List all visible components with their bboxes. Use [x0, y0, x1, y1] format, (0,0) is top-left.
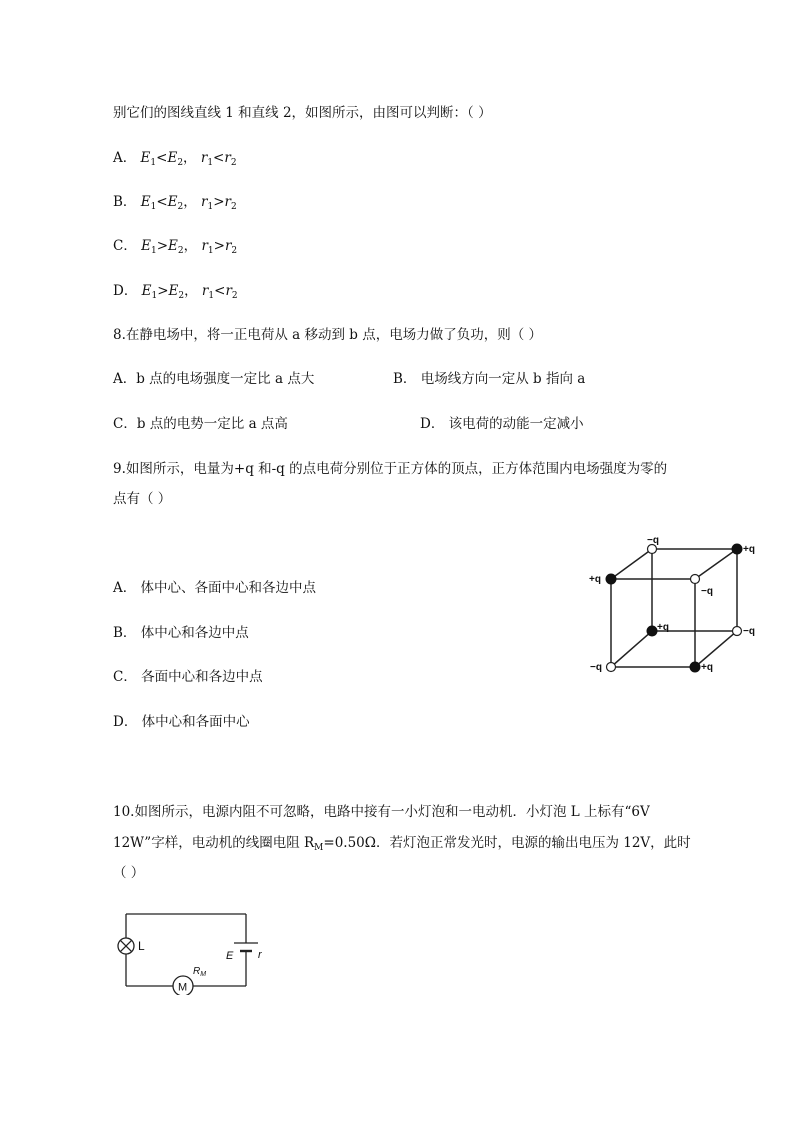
- svg-text:M: M: [178, 981, 188, 994]
- motor-r-label: $R_M$: [193, 966, 207, 978]
- battery-icon: [234, 943, 258, 951]
- q7-option-a[interactable]: A． $E_1<E_2$， $r_1<r_2$: [113, 150, 237, 168]
- label-back-top-right: +q: [743, 544, 755, 555]
- charge-front-bottom-left: [607, 663, 616, 672]
- charge-back-bottom-right: [733, 627, 742, 636]
- lamp-label: L: [138, 939, 145, 953]
- label-back-bottom-left: +q: [657, 622, 669, 633]
- q10-stem-line1: 10.如图所示，电源内阻不可忽略，电路中接有一小灯泡和一电动机．小灯泡 L 上标有“6V: [113, 804, 650, 820]
- q9-option-d[interactable]: D． 体中心和各面中心: [113, 714, 250, 730]
- label-back-bottom-right: −q: [743, 626, 755, 637]
- q10-stem-line3: （ ）: [113, 865, 145, 881]
- emf-label: E: [226, 950, 234, 962]
- q9-stem-line2: 点有（ ）: [113, 491, 172, 507]
- option-letter: B．: [113, 194, 137, 210]
- option-letter: C．: [113, 238, 137, 254]
- label-front-bottom-right: +q: [701, 662, 713, 673]
- q10-stem-line2: 12W”字样，电动机的线圈电阻 $R_M=0.50\Omega$．若灯泡正常发光时，电源的输出电压为 12V，此时: [113, 835, 691, 853]
- label-front-bottom-left: −q: [590, 662, 602, 673]
- option-letter: A．: [113, 150, 137, 166]
- q8-option-b[interactable]: B． 电场线方向一定从 b 指向 a: [393, 371, 586, 387]
- lamp-icon: [118, 938, 134, 954]
- q7-stem: 别它们的图线直线 1 和直线 2，如图所示，由图可以判断：（ ）: [113, 105, 492, 121]
- q9-option-c[interactable]: C． 各面中心和各边中点: [113, 669, 263, 685]
- charge-back-top-right: [732, 544, 742, 554]
- q9-option-a[interactable]: A． 体中心、各面中心和各边中点: [113, 580, 317, 596]
- q7-option-c[interactable]: C． $E_1>E_2$， $r_1>r_2$: [113, 238, 238, 256]
- q8-option-a[interactable]: A．b 点的电场强度一定比 a 点大: [113, 371, 315, 387]
- circuit-diagram: [110, 905, 280, 995]
- q8-option-d[interactable]: D． 该电荷的动能一定减小: [420, 416, 584, 432]
- q8-stem: 8.在静电场中，将一正电荷从 a 移动到 b 点，电场力做了负功，则（ ）: [113, 327, 543, 343]
- charge-front-top-left: [606, 574, 616, 584]
- charge-front-top-right: [691, 575, 700, 584]
- q9-option-b[interactable]: B． 体中心和各边中点: [113, 625, 249, 641]
- charge-front-bottom-right: [690, 662, 700, 672]
- charge-back-bottom-left: [647, 626, 657, 636]
- internal-r-label: r: [258, 949, 262, 961]
- q9-stem-line1: 9.如图所示，电量为+q 和-q 的点电荷分别位于正方体的顶点，正方体范围内电场强度为零的: [113, 461, 668, 477]
- label-front-top-right: −q: [701, 586, 713, 597]
- option-letter: D．: [113, 283, 138, 299]
- q7-option-d[interactable]: D． $E_1>E_2$， $r_1<r_2$: [113, 283, 238, 301]
- label-back-top-left: −q: [647, 535, 659, 546]
- motor-icon: [173, 976, 193, 995]
- cube-diagram: [580, 530, 765, 680]
- label-front-top-left: +q: [589, 574, 601, 585]
- q8-option-c[interactable]: C．b 点的电势一定比 a 点高: [113, 416, 288, 432]
- q7-option-b[interactable]: B． $E_1<E_2$， $r_1>r_2$: [113, 194, 237, 212]
